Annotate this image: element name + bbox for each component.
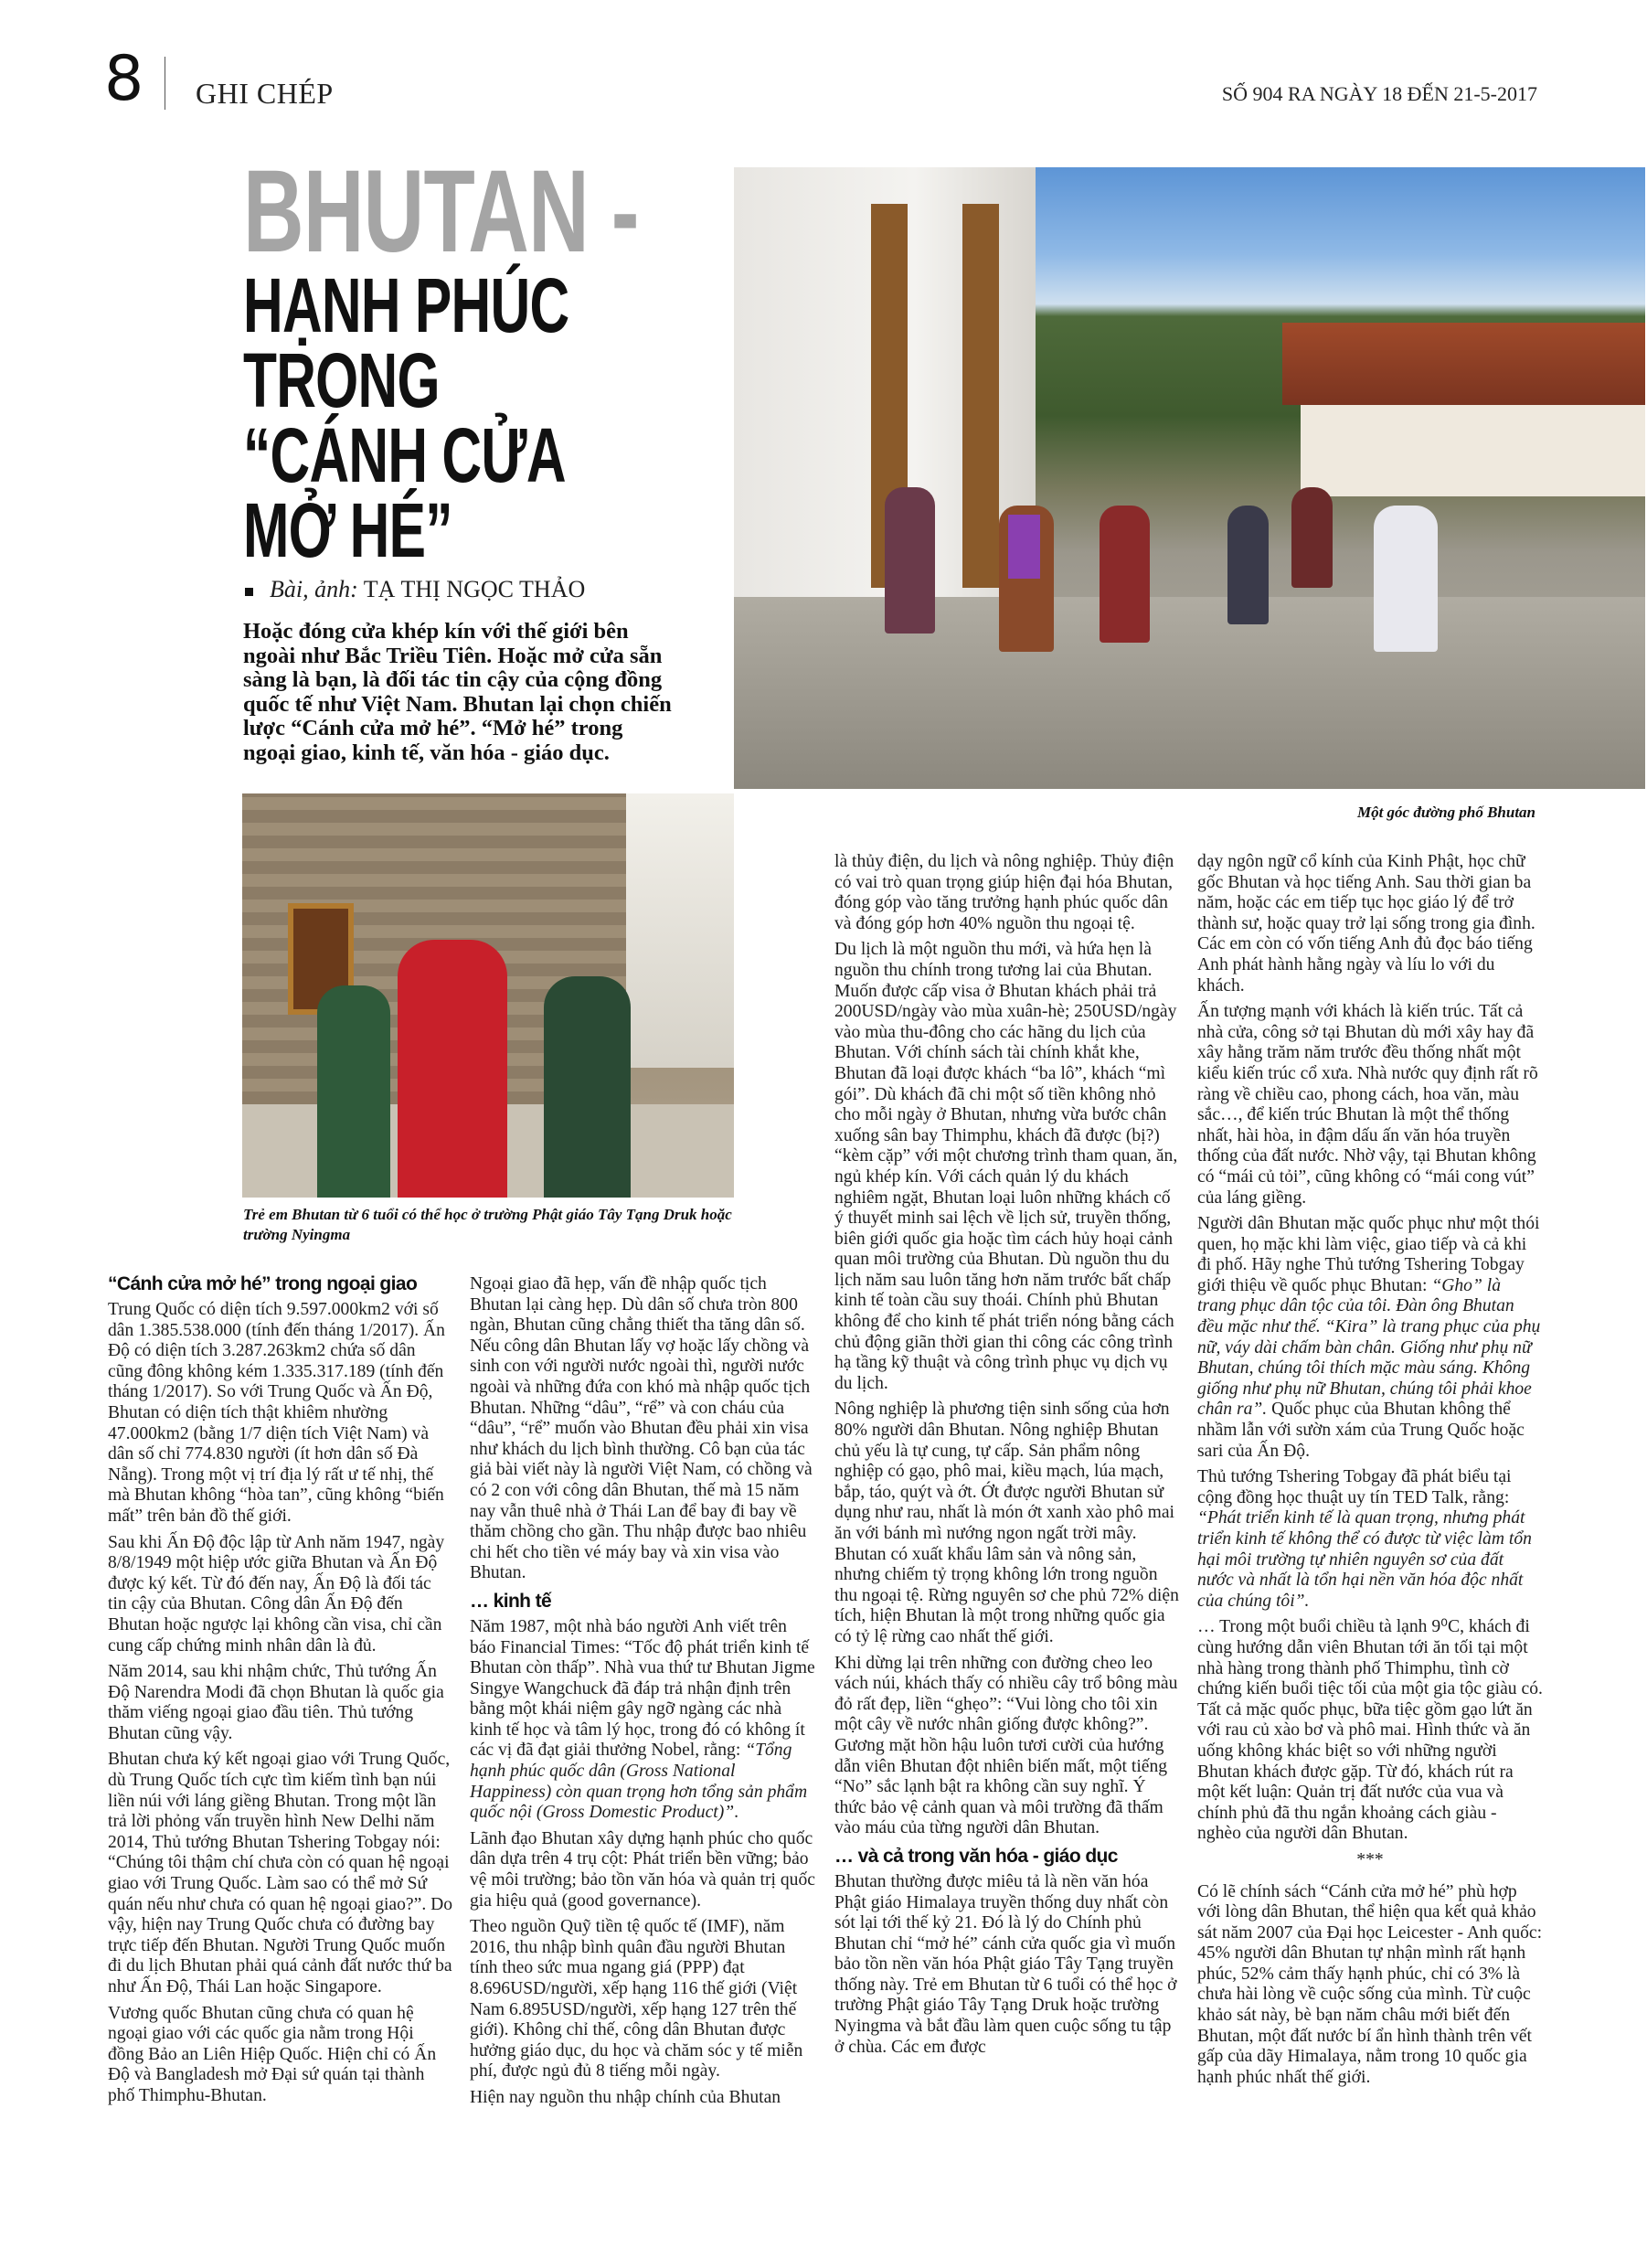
children-photo: [242, 793, 734, 1198]
paragraph: [834, 1872, 1180, 2058]
paragraph: [108, 1300, 453, 1528]
photo-caption: Trẻ em Bhutan từ 6 tuổi có thể học ở trường Phật giáo Tây Tạng Druk hoặc trường Nyingma: [243, 1206, 732, 1243]
text-run: dạy ngôn ngữ cổ kính của Kinh Phật, học chữ gốc Bhutan và học tiếng Anh. Sau thời gian ba năm, hoặc các em tiếp tục học giáo lý để trở thành sư, hoặc quay trở lại sống trong gia đình. Các em còn có vốn tiếng Anh đủ đọc báo tiếng Anh phát hành hằng ngày và líu lo với du khách.: [1197, 852, 1535, 996]
paragraph: [470, 1617, 815, 1824]
paragraph: [834, 1400, 1180, 1647]
quote-text: “Tổng hạnh phúc quốc dân (Gross National Happiness) còn quan trọng hơn tổng sản phẩm quốc nội (Gross Domestic Product)”: [470, 1741, 808, 1823]
text-run: Quốc phục của Bhutan không thể nhầm lẫn với sườn xám của Trung Quốc hoặc sari của Ấn Độ.: [1197, 1400, 1525, 1461]
paragraph: [1197, 1002, 1543, 1209]
paragraph: [470, 1917, 815, 2082]
headline-line: “CÁNH CỬA: [243, 412, 566, 498]
text-run: Bhutan thường được miêu tả là nền văn hóa Phật giáo Himalaya truyền thống duy nhất còn sót lại tới thế kỷ 21. Đó là lý do Chính phủ Bhutan chỉ “mở hé” cánh cửa quốc gia vì muốn bảo tồn nền văn hóa Phật giáo Tây Tạng truyền thống này. Trẻ em Bhutan từ 6 tuổi có thể học ở trường Phật giáo Tây Tạng Druk hoặc trường Nyingma và bắt đầu làm quen cuộc sống tu tập ở chùa. Các em được: [834, 1871, 1177, 2057]
text-run: Vương quốc Bhutan cũng chưa có quan hệ ngoại giao với các quốc gia nằm trong Hội đồng Bảo an Liên Hiệp Quốc. Hiện chỉ có Ấn Độ và Bangladesh mở Đại sứ quán tại thành phố Thimphu-Bhutan.: [108, 2003, 437, 2105]
photo-caption: Một góc đường phố Bhutan: [1356, 804, 1535, 821]
headline-line: HẠNH PHÚC: [243, 262, 569, 348]
text-run: Ngoại giao đã hẹp, vấn đề nhập quốc tịch Bhutan lại càng hẹp. Dù dân số chưa tròn 800 ngàn, Bhutan cũng chẳng thiết tha tăng dân số. Nếu công dân Bhutan lấy vợ hoặc lấy chồng và sinh con với người nước ngoài thì, người nước ngoài và những đứa con khó mà nhập quốc tịch Bhutan. Những “dâu”, “rể” và con cháu của “dâu”, “rể” muốn vào Bhutan đều phải xin visa như khách du lịch bình thường. Cô bạn của tác giả bài viết này là người Việt Nam, có chồng và có 2 con với công dân Bhutan, thế mà 15 năm nay vẫn thuê nhà ở Thái Lan để bay đi bay về thăm chồng cho gần. Thu nhập được bao nhiêu chi hết cho tiền vé máy bay và xin visa vào Bhutan.: [470, 1274, 813, 1583]
paragraph: [470, 1274, 815, 1584]
paragraph: [1197, 1882, 1543, 2089]
text-run: Hiện nay nguồn thu nhập chính của Bhutan: [470, 2087, 781, 2107]
headline-line: BHUTAN -: [243, 146, 639, 277]
article-column: [1197, 852, 1543, 2093]
text-run: Nông nghiệp là phương tiện sinh sống của hơn 80% người dân Bhutan. Nông nghiệp Bhutan chủ yếu là tự cung, tự cấp. Sản phẩm nông nghiệp có gạo, phô mai, kiều mạch, lúa mạch, bắp, táo, quýt và ớt. Ớt được người Bhutan sử dụng như rau, nhất là món ớt xanh xào phô mai ăn với bánh mì nướng ngon ngất trời mây. Bhutan có xuất khẩu lâm sản và nông sản, nhưng chiếm tỷ trọng không lớn trong nguồn thu ngoại tệ. Rừng nguyên sơ che phủ 72% diện tích, hiện Bhutan là một trong những quốc gia có tỷ lệ rừng cao nhất thế giới.: [834, 1400, 1179, 1646]
paragraph: [108, 1533, 453, 1657]
text-run: là thủy điện, du lịch và nông nghiệp. Thủy điện có vai trò quan trọng giúp hiện đại hóa Bhutan, đóng góp vào tăng trưởng hạnh phúc quốc dân và đóng góp hơn 40% nguồn thu ngoại tệ.: [834, 852, 1174, 933]
text-run: Lãnh đạo Bhutan xây dựng hạnh phúc cho quốc dân dựa trên 4 trụ cột: Phát triển bền vững; bảo vệ môi trường; bảo tồn văn hóa và quản trị quốc gia hiệu quả (good governance).: [470, 1828, 815, 1911]
paragraph: [108, 1662, 453, 1744]
headline-line: MỞ HÉ”: [243, 487, 452, 573]
article-column: [470, 1274, 815, 2114]
text-run: Ấn tượng mạnh với khách là kiến trúc. Tất cả nhà cửa, công sở tại Bhutan dù mới xây hay đã xây hằng trăm năm trước đều thống nhất một kiểu kiến trúc cổ xưa. Nhà nước quy định rất rõ ràng về chiều cao, phong cách, hoa văn, màu sắc…, để kiến trúc Bhutan là một thể thống nhất, hài hòa, in đậm dấu ấn văn hóa truyền thống của đất nước. Nhờ vậy, tại Bhutan không có “mái củ tỏi”, cũng không có “mái cong vút” của láng giềng.: [1197, 1002, 1538, 1208]
text-run: Năm 1987, một nhà báo người Anh viết trên báo Financial Times: “Tốc độ phát triển kinh tế Bhutan còn thấp”. Nhà vua thứ tư Bhutan Jigme Singye Wangchuck đã đáp trả nhận định trên bằng một khái niệm gây ngỡ ngàng các nhà kinh tế học và tâm lý học, trong đó có không ít các vị đã đạt giải thưởng Nobel, rằng:: [470, 1616, 815, 1761]
text-run: Theo nguồn Quỹ tiền tệ quốc tế (IMF), năm 2016, thu nhập bình quân đầu người Bhutan tính theo sức mua ngang giá (PPP) đạt 8.696USD/người, xếp hạng 116 thế giới (Việt Nam 6.895USD/người, xếp hạng 127 trên thế giới). Không chỉ thế, công dân Bhutan được hưởng giáo dục, du học và chăm sóc y tế miễn phí, được ngủ đủ 8 tiếng mỗi ngày.: [470, 1917, 803, 2082]
headline-line: TRONG: [243, 337, 440, 423]
subheading: … và cả trong văn hóa - giáo dục: [834, 1845, 1118, 1867]
section-separator: ***: [1356, 1849, 1384, 1869]
paragraph: [1197, 1617, 1543, 1845]
text-run: Thủ tướng Tshering Tobgay đã phát biểu tại cộng đồng học thuật uy tín TED Talk, rằng:: [1197, 1467, 1512, 1507]
text-run: Trung Quốc có diện tích 9.597.000km2 với số dân 1.385.538.000 (tính đến tháng 1/2017). Ấn Độ có diện tích 3.287.263km2 chứa số dân cũng đông không kém 1.335.317.189 (tính đến tháng 1/2017). So với Trung Quốc và Ấn Độ, Bhutan có diện tích thật khiêm nhường 47.000km2 (bằng 1/7 diện tích Việt Nam) và dân số chỉ 774.830 người (ít hơn dân số Đà Nẵng). Trong một vị trí địa lý rất ư tế nhị, thế mà Bhutan không “hòa tan”, cũng không “biến mất” trên bản đồ thế giới.: [108, 1300, 445, 1526]
article-column: [108, 1271, 453, 2113]
text-run: Người dân Bhutan mặc quốc phục như một thói quen, họ mặc khi làm việc, giao tiếp và cả khi đi phố. Hãy nghe Thủ tướng Tshering Tobgay giới thiệu về quốc phục Bhutan:: [1197, 1214, 1540, 1295]
byline-label: Bài, ảnh:: [270, 576, 358, 602]
issue-date: SỐ 904 RA NGÀY 18 ĐẾN 21-5-2017: [1221, 82, 1537, 105]
paragraph: [108, 2004, 453, 2107]
text-run: .: [734, 1803, 739, 1823]
subheading: … kinh tế: [470, 1590, 552, 1612]
paragraph: [470, 1829, 815, 1911]
article-column: [834, 852, 1180, 2063]
paragraph: [470, 2088, 815, 2109]
text-run: Khi dừng lại trên những con đường cheo leo vách núi, khách thấy có nhiều cây trổ bông màu đỏ rất đẹp, liền “ghẹo”: “Vui lòng cho tôi xin một cây về nước nhân giống được không?”. Gương mặt hồn hậu luôn tươi cười của hướng dẫn viên Bhutan đột nhiên biến mất, một tiếng “No” sắc lạnh bật ra không cần suy nghĩ. Ý thức bảo vệ cảnh quan và môi trường đã thấm vào máu của từng người dân Bhutan.: [834, 1653, 1178, 1838]
paragraph: [108, 1750, 453, 1997]
paragraph: [1197, 1467, 1543, 1612]
paragraph: [834, 940, 1180, 1394]
text-run: Sau khi Ấn Độ độc lập từ Anh năm 1947, ngày 8/8/1949 một hiệp ước giữa Bhutan và Ấn Độ được ký kết. Từ đó đến nay, Ấn Độ là đối tác tin cậy của Bhutan. Công dân Ấn Độ đến Bhutan hoặc ngược lại không cần visa, chỉ cần cung cấp chứng minh nhân dân là đủ.: [108, 1532, 445, 1656]
text-run: Du lịch là một nguồn thu mới, và hứa hẹn là nguồn thu chính trong tương lai của Bhutan. Muốn được cấp visa ở Bhutan khách phải trả 200USD/ngày vào mùa xuân-hè; 250USD/ngày vào mùa thu-đông cho các hãng du lịch của Bhutan. Với chính sách tài chính khắt khe, Bhutan đã loại được khách “ba lô”, khách “mì gói”. Dù khách đã chi một số tiền không nhỏ cho mỗi ngày ở Bhutan, nhưng vừa bước chân xuống sân bay Thimphu, khách đã được (bị?) “kèm cặp” với một chương trình tham quan, ăn, ngủ khép kín. Với cách quản lý du khách nghiêm ngặt, Bhutan loại luôn những khách cố ý thuyết minh sai lệch về lịch sử, truyền thống, biên giới quốc gia hoặc tìm cách hủy hoại cảnh quan môi trường của Bhutan. Dù nguồn thu du lịch năm sau luôn tăng hơn năm trước bất chấp kinh tế toàn cầu suy thoái. Chính phủ Bhutan không để cho kinh tế phát triển nóng bằng cách chủ động giãn thời gian thi công các công trình hạ tầng kỹ thuật và công trình phục vụ dịch vụ du lịch.: [834, 940, 1178, 1393]
text-run: Có lẽ chính sách “Cánh cửa mở hé” phù hợp với lòng dân Bhutan, thể hiện qua kết quả khảo sát năm 2007 của Đại học Leicester - Anh quốc: 45% người dân Bhutan tự nhận mình rất hạnh phúc, 52% cảm thấy hạnh phúc, chỉ có 3% là chưa hài lòng về cuộc sống của mình. Từ cuộc khảo sát này, bè bạn năm châu mới biết đến Bhutan, một đất nước bí ẩn hình thành trên vết gấp của dãy Himalaya, nằm trong 10 quốc gia hạnh phúc nhất thế giới.: [1197, 1881, 1543, 2087]
text-run: … Trong một buổi chiều tà lạnh 9⁰C, khách đi cùng hướng dẫn viên Bhutan tới ăn tối tại một nhà hàng trong thành phố Thimphu, tình cờ chứng kiến buổi tiệc tối của một gia tộc giàu có. Tất cả mặc quốc phục, bữa tiệc gồm gạo lứt ăn với rau củ xào bơ và phô mai. Hình thức và ăn uống không khác biệt so với những người Bhutan khách được gặp. Từ đó, khách rút ra một kết luận: Quản trị đất nước của vua và chính phủ đã thu ngắn khoảng cách giàu - nghèo của người dân Bhutan.: [1197, 1617, 1543, 1844]
byline-author: TẠ THỊ NGỌC THẢO: [363, 576, 586, 602]
text-run: Năm 2014, sau khi nhậm chức, Thủ tướng Ấn Độ Narendra Modi đã chọn Bhutan là quốc gia thăm viếng ngoại giao đầu tiên. Thủ tướng Bhutan cũng vậy.: [108, 1662, 444, 1743]
page-number: 8: [104, 43, 144, 115]
paragraph: [1197, 1214, 1543, 1462]
bullet-square-icon: [245, 588, 253, 596]
paragraph: [834, 1654, 1180, 1839]
section-name: GHI CHÉP: [196, 77, 334, 110]
subheading: “Cánh cửa mở hé” trong ngoại giao: [108, 1273, 418, 1294]
quote-text: “Gho” là trang phục dân tộc của tôi. Đàn ông Bhutan đều mặc như thế. “Kira” là trang phục của phụ nữ, váy dài chấm bàn chân. Giống như phụ nữ Bhutan, chúng tôi thích mặc màu sáng. Không giống như phụ nữ Bhutan, chúng tôi phải khoe chân ra”.: [1197, 1275, 1541, 1420]
byline: [245, 576, 585, 603]
lede: Hoặc đóng cửa khép kín với thế giới bên ngoài như Bắc Triều Tiên. Hoặc mở cửa sẵn sàng là bạn, là đối tác tin cậy của cộng đồng quốc tế như Việt Nam. Bhutan lại chọn chiến lược “Cánh cửa mở hé”. “Mở hé” trong ngoại giao, kinh tế, văn hóa - giáo dục.: [243, 619, 672, 765]
text-run: Bhutan chưa ký kết ngoại giao với Trung Quốc, dù Trung Quốc tích cực tìm kiếm tình bạn núi liền núi với láng giềng Bhutan. Trong một lần trả lời phỏng vấn truyền hình New Delhi năm 2014, Thủ tướng Bhutan Tshering Tobgay nói: “Chúng tôi thậm chí chưa còn có quan hệ ngoại giao với Trung Quốc. Làm sao có thể mở Sứ quán nếu như chưa có quan hệ ngoại giao?”. Do vậy, hiện nay Trung Quốc chưa có đường bay trực tiếp đến Bhutan. Người Trung Quốc muốn đi du lịch Bhutan phải quá cảnh đất nước thứ ba như Ấn Độ, Thái Lan hoặc Singapore.: [108, 1750, 453, 1996]
street-photo: [734, 167, 1645, 789]
quote-text: “Phát triển kinh tế là quan trọng, nhưng phát triển kinh tế không thể có được từ việc làm tổn hại môi trường tự nhiên nguyên sơ của đất nước và nhất là tổn hại nền văn hóa độc nhất của chúng tôi”.: [1197, 1508, 1532, 1611]
paragraph: [1197, 852, 1543, 996]
paragraph: [834, 852, 1180, 934]
